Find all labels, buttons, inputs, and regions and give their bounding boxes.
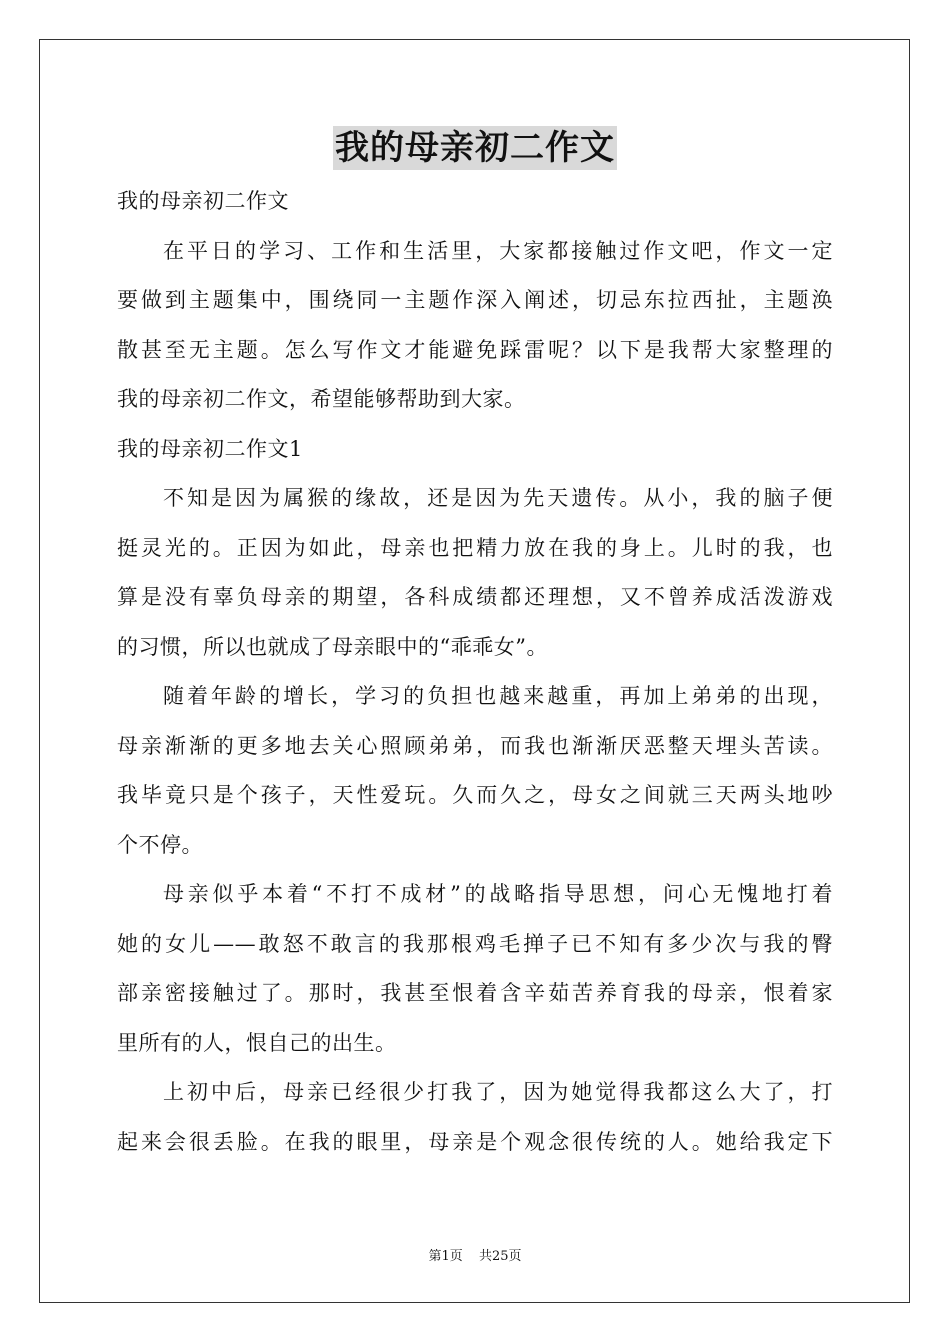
text-line: 里所有的人，恨自己的出生。	[117, 1030, 397, 1055]
text-line: 散甚至无主题。怎么写作文才能避免踩雷呢？以下是我帮大家整理的	[117, 337, 833, 362]
text-line: 母亲似乎本着“不打不成材”的战略指导思想，问心无愧地打着	[163, 882, 833, 906]
text-line: 不知是因为属猴的缘故，还是因为先天遗传。从小，我的脑子便	[163, 486, 833, 510]
text-line: 个不停。	[117, 832, 203, 857]
text-line: 上初中后，母亲已经很少打我了，因为她觉得我都这么大了，打	[163, 1080, 833, 1104]
page-total: 共25页	[478, 1249, 522, 1264]
text-line: 她的女儿——敢怒不敢言的我那根鸡毛掸子已不知有多少次与我的臀	[117, 931, 833, 956]
text-line: 随着年龄的增长，学习的负担也越来越重，再加上弟弟的出现，	[163, 684, 833, 708]
text-line: 部亲密接触过了。那时，我甚至恨着含辛茹苦养育我的母亲，恨着家	[117, 981, 833, 1005]
text-line: 在平日的学习、工作和生活里，大家都接触过作文吧，作文一定	[163, 238, 833, 263]
text-line: 算是没有辜负母亲的期望，各科成绩都还理想，又不曾养成活泼游戏	[117, 585, 833, 609]
text-line: 起来会很丢脸。在我的眼里，母亲是个观念很传统的人。她给我定下	[117, 1129, 833, 1154]
text-line: 要做到主题集中，围绕同一主题作深入阐述，切忌东拉西扯，主题涣	[117, 288, 833, 312]
text-line: 母亲渐渐的更多地去关心照顾弟弟，而我也渐渐厌恶整天埋头苦读。	[117, 733, 833, 758]
text-line: 我的母亲初二作文	[117, 189, 289, 213]
text-line: 挺灵光的。正因为如此，母亲也把精力放在我的身上。儿时的我，也	[117, 535, 833, 560]
document-title-container	[0, 126, 950, 170]
text-line: 我毕竟只是个孩子，天性爱玩。久而久之，母女之间就三天两头地吵	[117, 783, 833, 807]
text-line: 我的母亲初二作文，希望能够帮助到大家。	[117, 387, 526, 411]
document-body	[117, 177, 833, 1167]
page-number: 第1页	[428, 1249, 463, 1264]
text-line: 的习惯，所以也就成了母亲眼中的“乖乖女”。	[117, 634, 548, 659]
text-line: 我的母亲初二作文1	[117, 436, 303, 461]
document-title: 我的母亲初二作文	[335, 128, 615, 168]
page-footer	[0, 1248, 950, 1266]
